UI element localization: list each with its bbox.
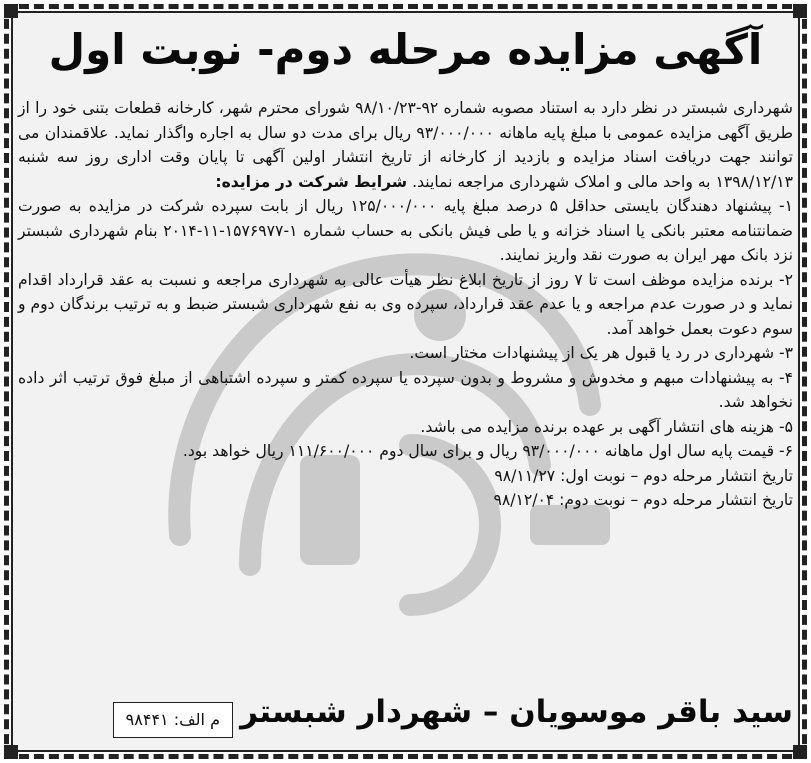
publication-date: تاریخ انتشار مرحله دوم – نوبت دوم: ۹۸/۱۲/۰۴ bbox=[493, 491, 793, 509]
notice-footer bbox=[18, 690, 793, 750]
publication-dates bbox=[18, 464, 793, 513]
corner-ornament bbox=[793, 745, 807, 759]
condition-item: ۶- قیمت پایه سال اول ماهانه ۹۳/۰۰۰/۰۰۰ ریال و برای سال دوم ۱۱۱/۶۰۰/۰۰۰ ریال خواهد بود. bbox=[182, 442, 793, 460]
condition-item: ۳- شهرداری در رد یا قبول هر یک از پیشنهادات مختار است. bbox=[409, 344, 793, 362]
condition-item: ۲- برنده مزایده موظف است تا ۷ روز از تاریخ ابلاغ نظر هیأت عالی به شهرداری مراجعه و نسبت به عقد قرارداد اقدام نماید و در صورت عدم مراجعه و یا عدم عقد قرارداد، سپرده وی به نفع شهرداری شبستر ضبط و به ترتیب برندگان دوم و سوم دعوت بعمل خواهد آمد. bbox=[18, 270, 793, 338]
intro-paragraph bbox=[18, 96, 793, 194]
condition-item: ۴- به پیشنهادات مبهم و مخدوش و مشروط و بدون سپرده یا سپرده کمتر و سپرده اشتباهی از مبلغ فوق ترتیب اثر داده نخواهد شد. bbox=[18, 368, 793, 411]
corner-ornament bbox=[793, 4, 807, 18]
notice-body bbox=[18, 96, 793, 513]
publication-date: تاریخ انتشار مرحله دوم – نوبت اول: ۹۸/۱۱/۲۷ bbox=[494, 466, 793, 485]
mayor-signature: سید باقر موسویان – شهردار شبستر bbox=[240, 694, 793, 730]
conditions-heading: شرایط شرکت در مزایده: bbox=[215, 172, 408, 191]
corner-ornament bbox=[4, 745, 18, 759]
condition-item: ۵- هزینه های انتشار آگهی بر عهده برنده مزایده می باشد. bbox=[420, 417, 793, 436]
condition-item: ۱- پیشنهاد دهندگان بایستی حداقل ۵ درصد مبلغ پایه ۱۲۵/۰۰۰/۰۰۰ ریال از بابت سپرده شرکت در مزایده به صورت ضمانتنامه معتبر بانکی یا اسناد خزانه و یا طی فیش بانکی به حساب شماره ۱-۱۵۷۶۹۷۷-۱۱-۲۰۱۴ بنام شهرداری شبستر نزد بانک مهر ایران به صورت نقد واریز نمایند. bbox=[18, 197, 794, 264]
reference-code-box: م الف: ۹۸۴۴۱ bbox=[113, 702, 233, 738]
corner-ornament bbox=[4, 4, 18, 18]
intro-text: شهرداری شبستر در نظر دارد به استناد مصوبه شماره ۹۲-۹۸/۱۰/۲۳ شورای محترم شهر، کارخانه قطعات بتنی خود را از طریق آگهی مزایده عمومی با مبلغ پایه ماهانه ۹۳/۰۰۰/۰۰۰ ریال برای مدت دو سال به اجاره واگذار نماید. علاقمندان می توانند جهت دریافت اسناد مزایده و بازدید از کارخانه از تاریخ انتشار اولین آگهی تا پایان وقت اداری روز سه شنبه ۱۳۹۸/۱۲/۱۳ به واحد مالی و املاک شهرداری مراجعه نمایند. bbox=[18, 99, 793, 191]
notice-title: آگهی مزایده مرحله دوم- نوبت اول bbox=[48, 25, 763, 74]
